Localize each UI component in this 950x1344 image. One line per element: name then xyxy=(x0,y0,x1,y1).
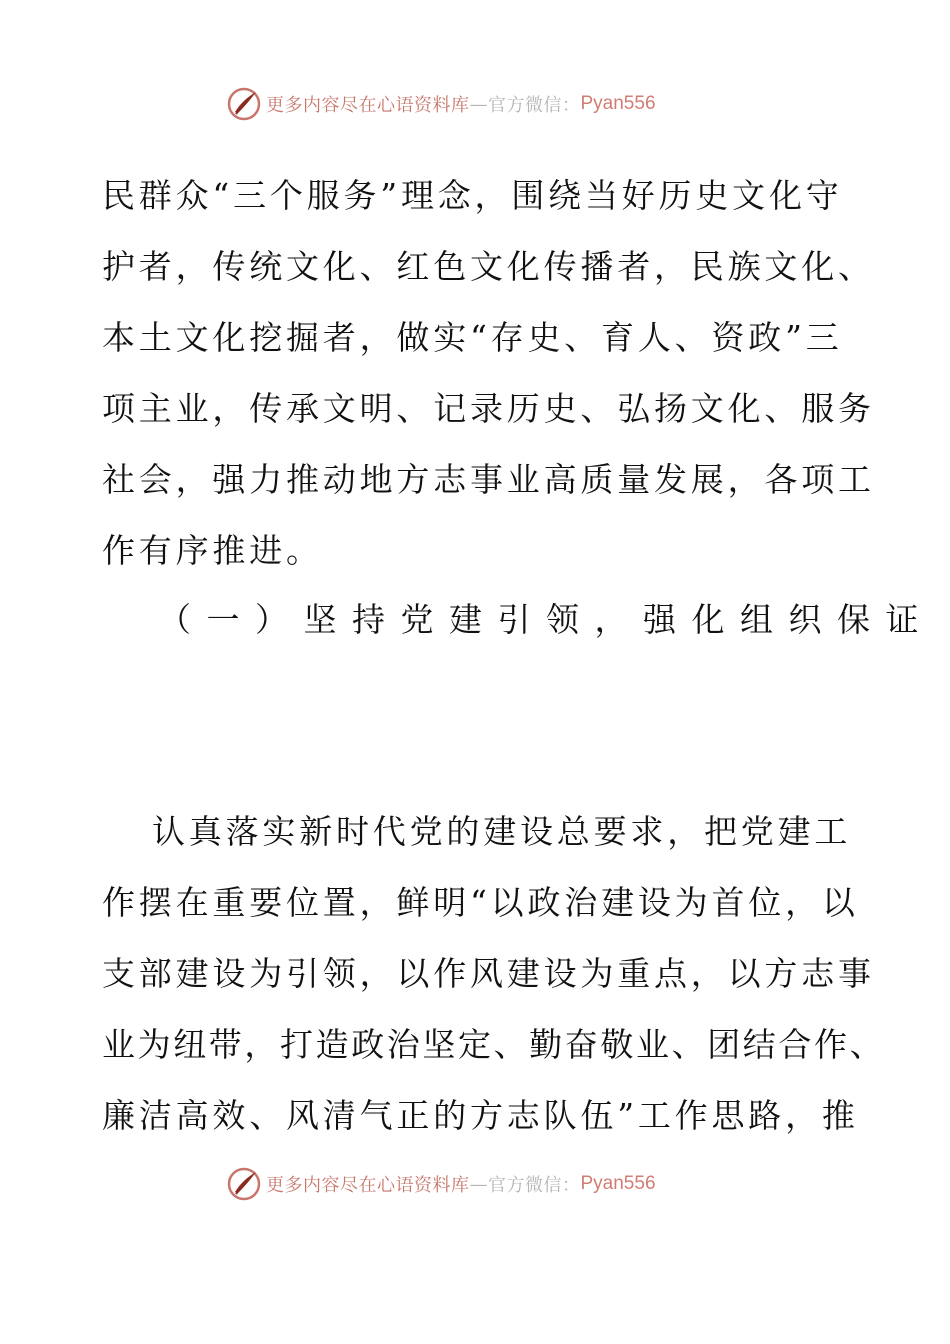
text-line: 业为纽带，打造政治坚定、勤奋敬业、团结合作、 xyxy=(102,1025,886,1064)
text-line: 作摆在重要位置，鲜明“以政治建设为首位，以 xyxy=(102,883,859,922)
text-line: 认真落实新时代党的建设总要求，把党建工 xyxy=(152,812,852,851)
text-line: 社会，强力推动地方志事业高质量发展，各项工 xyxy=(102,460,875,499)
text-line: 支部建设为引领，以作风建设为重点，以方志事 xyxy=(102,954,875,993)
quill-logo-icon xyxy=(226,86,262,122)
watermark-label: 官方微信： xyxy=(488,1175,581,1196)
watermark-label: 官方微信： xyxy=(488,95,581,116)
text-line: 民群众“三个服务”理念，围绕当好历史文化守 xyxy=(102,176,843,215)
text-line: 廉洁高效、风清气正的方志队伍”工作思路，推 xyxy=(102,1096,859,1135)
watermark-site-text: 更多内容尽在心语资料库 xyxy=(266,95,470,116)
watermark-site-text: 更多内容尽在心语资料库 xyxy=(266,1175,470,1196)
watermark-wechat-id: Pyan556 xyxy=(580,1173,656,1194)
watermark-dash: — xyxy=(469,93,488,115)
text-line: 项主业，传承文明、记录历史、弘扬文化、服务 xyxy=(102,389,875,428)
watermark-dash: — xyxy=(469,1173,488,1195)
text-line: 本土文化挖掘者，做实“存史、育人、资政”三 xyxy=(102,318,843,357)
quill-logo-icon xyxy=(226,1166,262,1202)
watermark-wechat-id: Pyan556 xyxy=(580,93,656,114)
section-heading: （一）坚持党建引领，强化组织保证 xyxy=(158,600,934,639)
watermark-footer xyxy=(226,1164,656,1204)
text-line: 作有序推进。 xyxy=(102,531,323,570)
text-line: 护者，传统文化、红色文化传播者，民族文化、 xyxy=(102,247,875,286)
watermark-header xyxy=(226,84,656,124)
